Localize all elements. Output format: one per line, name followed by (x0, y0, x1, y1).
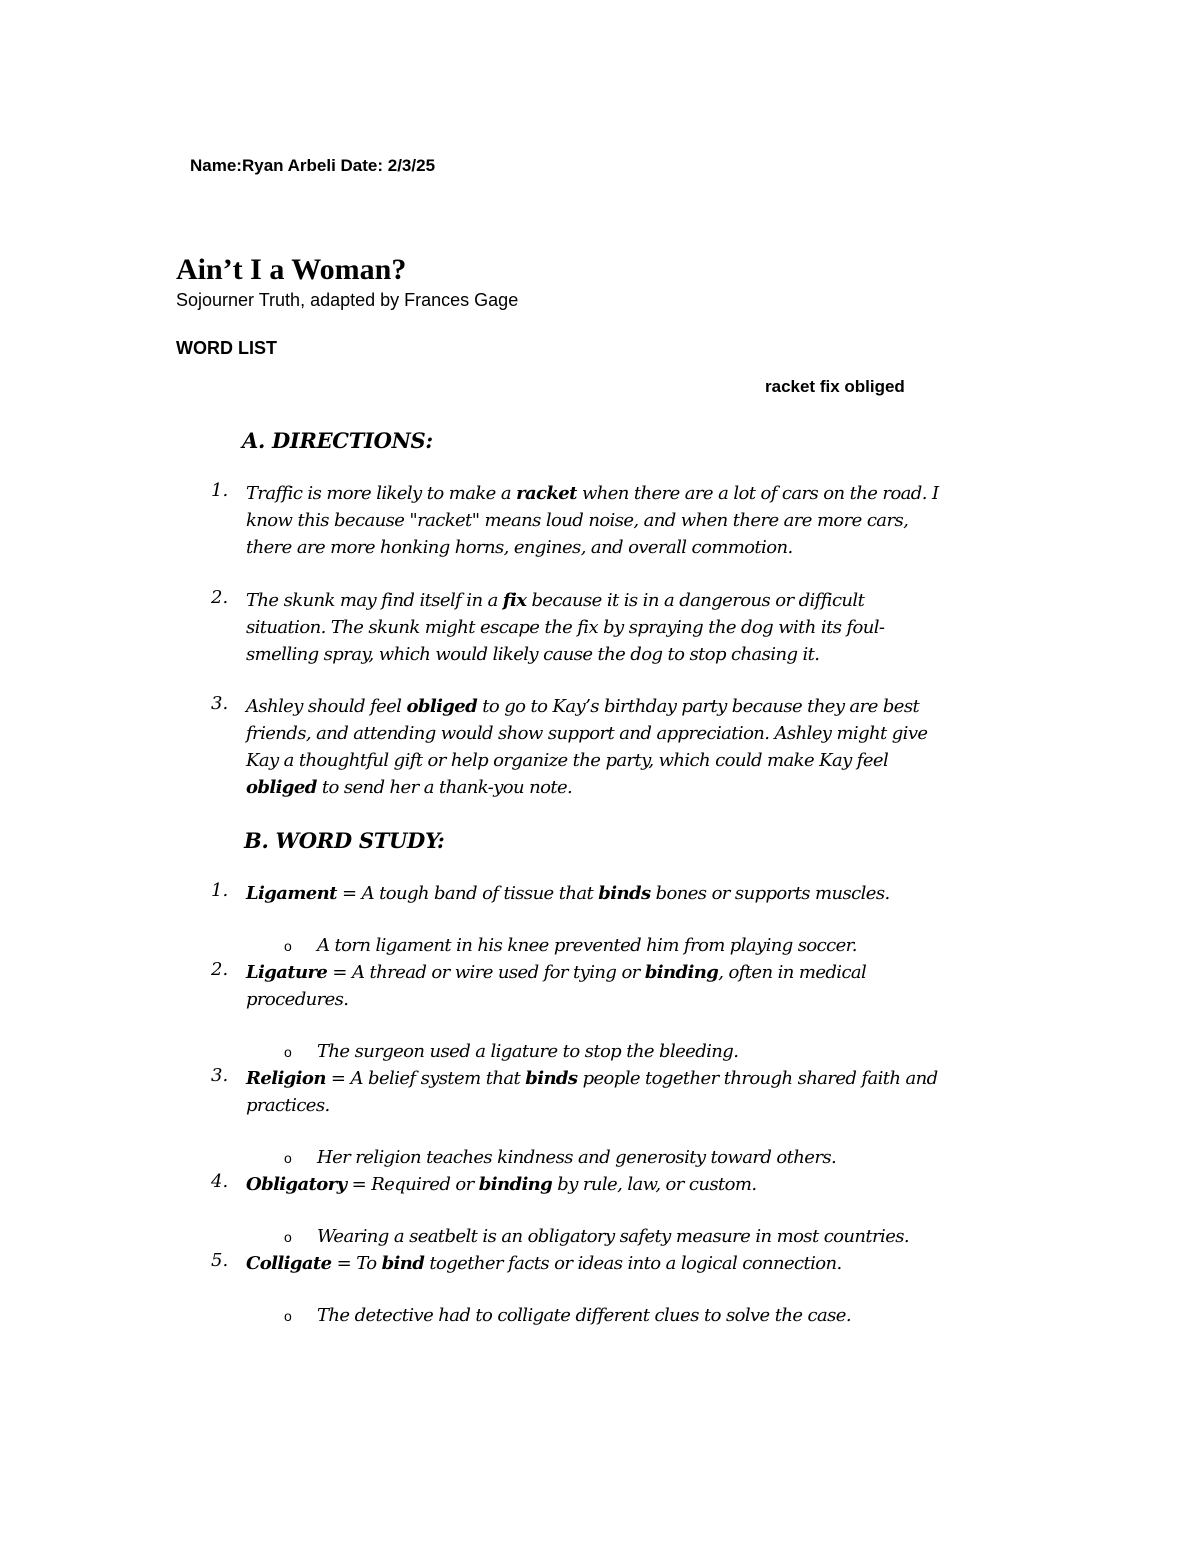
example-bullet-icon: o (284, 1229, 292, 1245)
bold-term: Colligate (246, 1253, 332, 1274)
word-study-number: 2. (211, 959, 229, 980)
directions-heading: A. DIRECTIONS: (242, 428, 433, 453)
bold-term: obliged (246, 777, 317, 798)
bold-term: Obligatory (246, 1174, 347, 1195)
bold-term: binding (644, 962, 719, 983)
direction-text-line: situation. The skunk might escape the fix by spraying the dog with its foul- (246, 617, 885, 638)
word-study-example: Her religion teaches kindness and generosity toward others. (317, 1147, 837, 1168)
direction-text-line: Traffic is more likely to make a racket when there are a lot of cars on the road. I (246, 483, 939, 504)
direction-text-line: smelling spray, which would likely cause the dog to stop chasing it. (246, 644, 820, 665)
name-date-line: Name:Ryan Arbeli Date: 2/3/25 (190, 156, 436, 175)
word-study-example: A torn ligament in his knee prevented him from playing soccer. (317, 935, 857, 956)
bold-term: binds (598, 883, 651, 904)
bold-term: bind (381, 1253, 425, 1274)
bold-term: Religion (246, 1068, 326, 1089)
direction-text-line: Ashley should feel obliged to go to Kay’s birthday party because they are best (246, 696, 920, 717)
direction-number: 1. (211, 480, 229, 501)
word-study-heading: B. WORD STUDY: (244, 828, 445, 853)
example-bullet-icon: o (284, 1308, 292, 1324)
word-study-example: Wearing a seatbelt is an obligatory safety measure in most countries. (317, 1226, 910, 1247)
direction-number: 2. (211, 587, 229, 608)
document-subtitle: Sojourner Truth, adapted by Frances Gage (176, 290, 519, 310)
word-study-definition-line: Colligate = To bind together facts or ideas into a logical connection. (246, 1253, 842, 1274)
bold-term: Ligament (246, 883, 337, 904)
bold-term: Ligature (246, 962, 328, 983)
word-study-definition-line: practices. (246, 1095, 330, 1116)
word-list-heading: WORD LIST (176, 338, 277, 358)
bold-term: fix (502, 590, 527, 611)
example-bullet-icon: o (284, 1150, 292, 1166)
direction-text-line: Kay a thoughtful gift or help organize the party, which could make Kay feel (246, 750, 889, 771)
word-study-number: 1. (211, 880, 229, 901)
word-study-definition-line: procedures. (246, 989, 349, 1010)
direction-number: 3. (211, 693, 229, 714)
direction-text-line: friends, and attending would show support and appreciation. Ashley might give (246, 723, 928, 744)
word-study-number: 4. (211, 1171, 229, 1192)
word-study-number: 5. (211, 1250, 229, 1271)
word-study-example: The detective had to colligate different clues to solve the case. (317, 1305, 851, 1326)
direction-text-line: there are more honking horns, engines, and overall commotion. (246, 537, 793, 558)
bold-term: binding (478, 1174, 553, 1195)
word-study-definition-line: Obligatory = Required or binding by rule, law, or custom. (246, 1174, 757, 1195)
word-study-example: The surgeon used a ligature to stop the bleeding. (317, 1041, 739, 1062)
word-study-definition-line: Religion = A belief system that binds people together through shared faith and (246, 1068, 938, 1089)
word-study-number: 3. (211, 1065, 229, 1086)
bold-term: racket (516, 483, 577, 504)
document-title: Ain’t I a Woman? (176, 253, 407, 286)
example-bullet-icon: o (284, 938, 292, 954)
bold-term: obliged (406, 696, 478, 717)
direction-text-line: know this because "racket" means loud noise, and when there are more cars, (246, 510, 909, 531)
word-study-definition-line: Ligature = A thread or wire used for tying or binding, often in medical (246, 962, 867, 983)
direction-text-line: obliged to send her a thank-you note. (246, 777, 573, 798)
bold-term: binds (525, 1068, 578, 1089)
word-study-definition-line: Ligament = A tough band of tissue that binds bones or supports muscles. (246, 883, 890, 904)
example-bullet-icon: o (284, 1044, 292, 1060)
word-list-words: racket fix obliged (765, 377, 905, 396)
direction-text-line: The skunk may find itself in a fix because it is in a dangerous or difficult (246, 590, 865, 611)
